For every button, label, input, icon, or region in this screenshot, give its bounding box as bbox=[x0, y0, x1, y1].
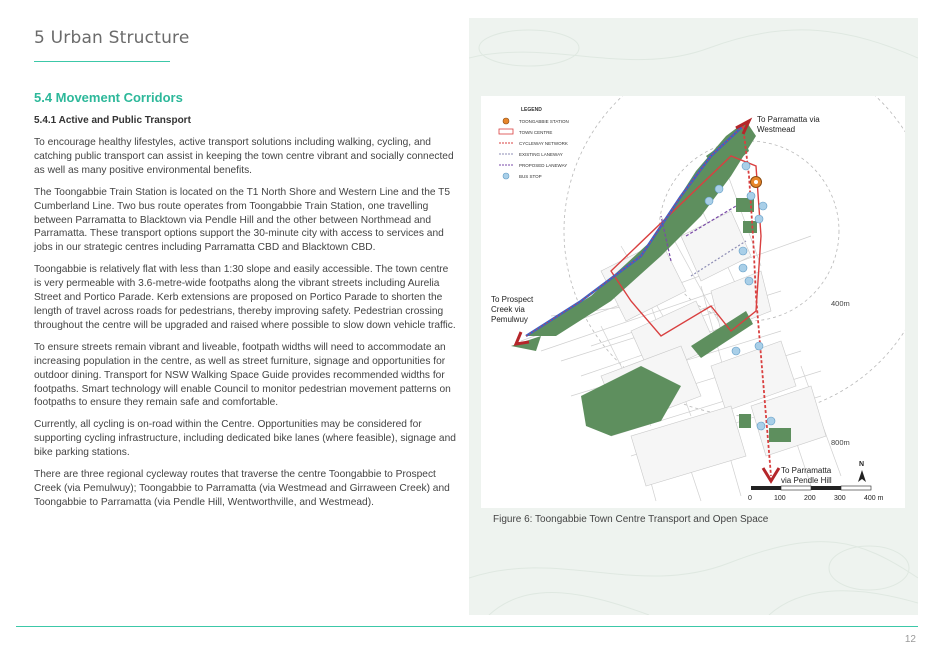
station-marker-center bbox=[754, 180, 758, 184]
legend-station-swatch bbox=[503, 118, 509, 124]
ring-label-400m: 400m bbox=[831, 299, 850, 308]
page-number: 12 bbox=[904, 634, 916, 645]
label-via-pendle-hill: via Pendle Hill bbox=[781, 476, 832, 485]
paragraph: The Toongabbie Train Station is located on the T1 North Shore and Western Line and the T5 Cumberland Line. Two bus route operates from Toongabbie Train Station, one travelling between Parramatta to Blacktown via Pendle Hill and the other between Northmead and Parramatta. These transport options support the 30-minute city with access to services and jobs in our strategic centres including Parramatta CBD and Blacktown CBD. bbox=[34, 186, 451, 254]
legend-existing-laneway-label: EXISTING LANEWAY bbox=[519, 152, 563, 157]
label-to-parramatta-pendle: To Parramatta bbox=[781, 466, 832, 475]
subheading: 5.4 Movement Corridors bbox=[34, 90, 183, 105]
scale-label: 100 bbox=[774, 495, 786, 502]
figure-caption: Figure 6: Toongabbie Town Centre Transport and Open Space bbox=[493, 514, 769, 525]
paragraph: Toongabbie is relatively flat with less than 1:30 slope and easily accessible. The town centre is very permeable with 3.6-metre-wide footpaths along the vibrant streets including Aurelia Street and Portico Parade. Kerb extensions are proposed on Portico Parade to shorten the length of travel across roads for pedestrians, thereby improving safety. Pedestrian crossing throughout the centre will be upgraded and raised where possible to slow down vehicle traffic. bbox=[34, 264, 456, 331]
scale-label: 0 bbox=[748, 495, 752, 502]
scale-label: 200 bbox=[804, 495, 816, 502]
map-legend bbox=[499, 107, 569, 179]
transport-map bbox=[481, 96, 905, 508]
paragraph: To encourage healthy lifestyles, active transport solutions including walking, cycling, and catching public transport can assist in keeping the town centre vibrant and socially connected as well as many positive environmental benefits. bbox=[34, 137, 454, 176]
legend-bus-stop-swatch bbox=[503, 173, 509, 179]
label-pemulwuy: Pemulwuy bbox=[491, 315, 528, 324]
legend-town-centre-swatch bbox=[499, 129, 513, 134]
section-title: 5 Urban Structure bbox=[34, 28, 190, 48]
north-label: N bbox=[859, 461, 865, 468]
label-westmead: Westmead bbox=[757, 125, 796, 134]
legend-bus-stop-label: BUS STOP bbox=[519, 174, 542, 179]
title-underline bbox=[34, 61, 170, 62]
paragraph: Currently, all cycling is on-road within the Centre. Opportunities may be considered for supporting cycling infrastructure, including dedicated bike lanes (where feasible), signage and bike parking stations. bbox=[34, 419, 456, 459]
scale-label: 400 m bbox=[864, 495, 884, 502]
scale-bar bbox=[748, 486, 884, 502]
subsubheading: 5.4.1 Active and Public Transport bbox=[34, 115, 191, 126]
map-canvas bbox=[481, 96, 905, 508]
arrow-to-prospect bbox=[516, 332, 529, 344]
scale-label: 300 bbox=[834, 495, 846, 502]
footer-rule bbox=[16, 626, 918, 627]
label-creek-via: Creek via bbox=[491, 305, 525, 314]
paragraph: There are three regional cycleway routes that traverse the centre Toongabbie to Prospect Creek (via Pemulwuy); Toongabbie to Parramatta (via Westmead and Girraween Creek) and Toongabbie to Parramatta (via Pendle Hill, Wentworthville, and Westmead). bbox=[34, 469, 450, 508]
label-to-parramatta-westmead: To Parramatta via bbox=[757, 115, 820, 124]
legend-proposed-laneway-label: PROPOSED LANEWAY bbox=[519, 163, 568, 168]
body-text bbox=[34, 136, 458, 518]
legend-station-label: TOONGABBIE STATION bbox=[519, 119, 569, 124]
paragraph: To ensure streets remain vibrant and liveable, footpath widths will need to accommodate an increasing population in the centre, as well as street furniture, signage and opportunities for outdoor dining. Transport for NSW Walking Space Guide provides recommended widths for footpaths. Smart technology will enable Council to monitor pedestrian movement patterns on footpaths to ensure they remain safe and comfortable. bbox=[34, 341, 451, 409]
legend-town-centre-label: TOWN CENTRE bbox=[519, 130, 553, 135]
north-arrow-icon bbox=[858, 470, 866, 482]
legend-cycleway-label: CYCLEWAY NETWORK bbox=[519, 141, 568, 146]
ring-label-800m: 800m bbox=[831, 438, 850, 447]
legend-title: LEGEND bbox=[521, 107, 542, 113]
label-to-prospect: To Prospect bbox=[491, 295, 534, 304]
